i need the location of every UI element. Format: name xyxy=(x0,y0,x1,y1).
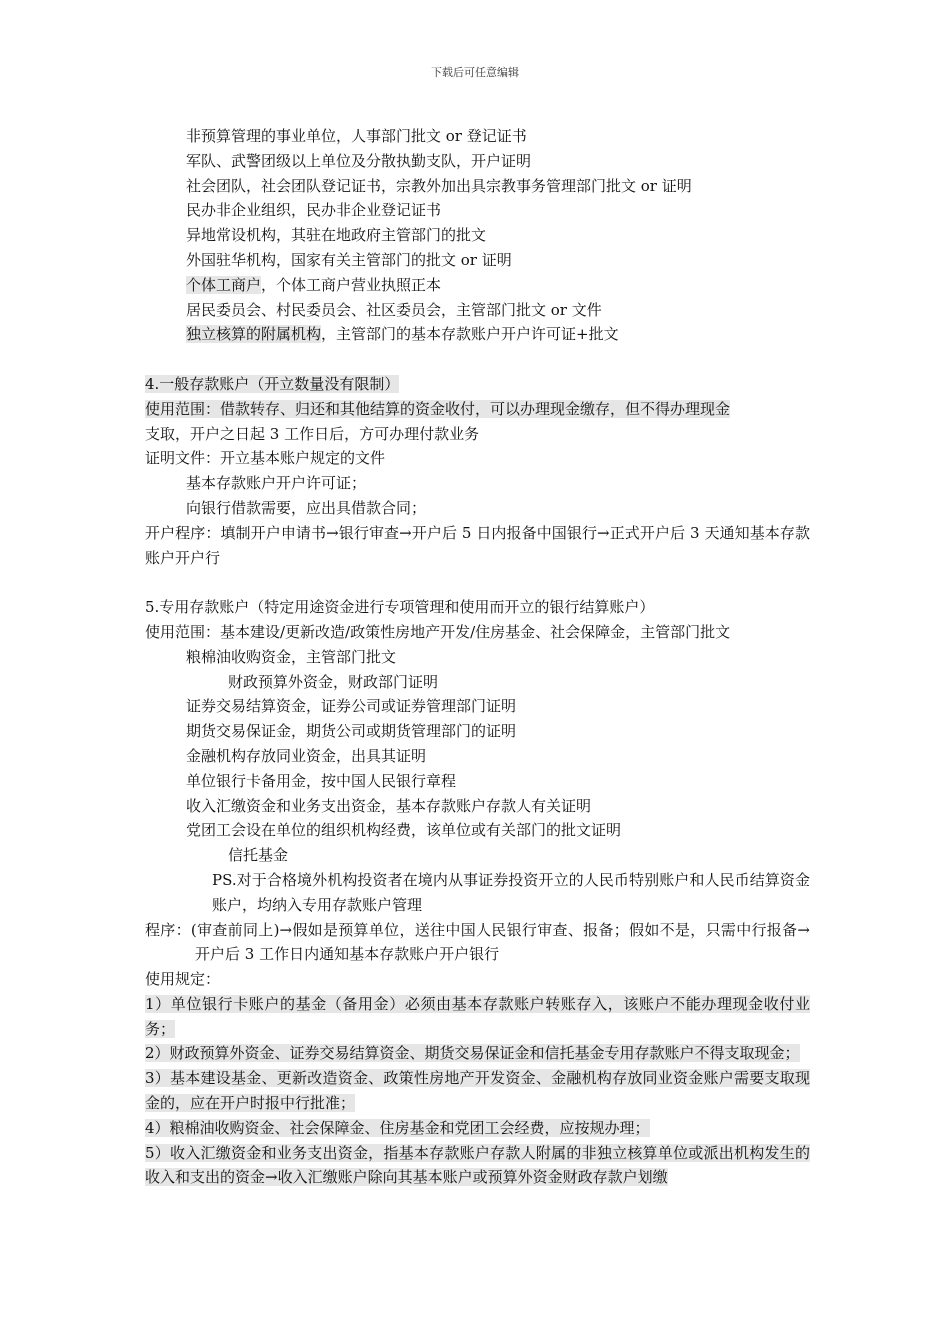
list-item: 党团工会设在单位的组织机构经费，该单位或有关部门的批文证明 xyxy=(186,821,622,840)
list-item: 信托基金 xyxy=(228,846,289,865)
section-4-title: 4.一般存款账户（开立数量没有限制） xyxy=(145,374,400,393)
list-item: 单位银行卡备用金，按中国人民银行章程 xyxy=(186,771,457,790)
list-item: 非预算管理的事业单位，人事部门批文 or 登记证书 xyxy=(186,127,527,145)
list-item-text: ，主管部门的基本存款账户开户许可证+批文 xyxy=(321,325,619,344)
section-5-scope: 使用范围：基本建设/更新改造/政策性房地产开发/住房基金、社会保障金，主管部门批文 xyxy=(145,622,731,641)
rule-item: 2）财政预算外资金、证券交易结算资金、期货交易保证金和信托基金专用存款账户不得支取现金； xyxy=(145,1044,800,1063)
list-item: 异地常设机构，其驻在地政府主管部门的批文 xyxy=(186,226,487,245)
list-item: 向银行借款需要，应出具借款合同； xyxy=(186,498,427,517)
list-item-text: ，个体工商户营业执照正本 xyxy=(261,275,442,294)
list-item: 证券交易结算资金，证券公司或证券管理部门证明 xyxy=(186,697,517,716)
list-item: 期货交易保证金，期货公司或期货管理部门的证明 xyxy=(186,722,517,741)
list-item: 粮棉油收购资金，主管部门批文 xyxy=(186,647,397,666)
list-item: 基本存款账户开户许可证； xyxy=(186,474,367,493)
list-item: 社会团队，社会团队登记证书，宗教外加出具宗教事务管理部门批文 or 证明 xyxy=(186,176,692,195)
rule-item: 4）粮棉油收购资金、社会保障金、住房基金和党团工会经费，应按规办理； xyxy=(145,1118,650,1137)
highlighted-text: 独立核算的附属机构 xyxy=(186,325,322,344)
spacer xyxy=(145,570,810,595)
page-header: 下载后可任意编辑 xyxy=(431,66,519,79)
document-body xyxy=(145,124,810,1190)
list-item: 财政预算外资金，财政部门证明 xyxy=(228,672,439,691)
rule-item: 1）单位银行卡账户的基金（备用金）必须由基本存款账户转账存入，该账户不能办理现金收付业务； xyxy=(145,994,810,1038)
section-5-procedure: 程序：(审查前同上)→假如是预算单位，送往中国人民银行审查、报备；假如不是，只需中行报备→开户后 3 工作日内通知基本存款账户开户银行 xyxy=(145,920,810,964)
list-item: 外国驻华机构，国家有关主管部门的批文 or 证明 xyxy=(186,250,512,269)
section-4-procedure: 开户程序：填制开户申请书→银行审查→开户后 5 日内报备中国银行→正式开户后 3 天通知基本存款账户开户行 xyxy=(145,523,810,567)
ps-note: PS.对于合格境外机构投资者在境内从事证券投资开立的人民币特别账户和人民币结算资金账户，均纳入专用存款账户管理 xyxy=(212,870,810,914)
rule-item: 5）收入汇缴资金和业务支出资金，指基本存款账户存款人附属的非独立核算单位或派出机构发生的收入和支出的资金→收入汇缴账户除向其基本账户或预算外资金财政存款户划缴 xyxy=(145,1143,810,1187)
list-item xyxy=(145,322,810,347)
section-5-title: 5.专用存款账户（特定用途资金进行专项管理和使用而开立的银行结算账户） xyxy=(145,598,655,617)
highlighted-text: 个体工商户 xyxy=(186,275,262,294)
rules-title: 使用规定： xyxy=(145,970,221,989)
spacer xyxy=(145,347,810,372)
rule-item: 3）基本建设基金、更新改造资金、政策性房地产开发资金、金融机构存放同业资金账户需要支取现金的，应在开户时报中行批准； xyxy=(145,1069,810,1113)
list-item xyxy=(145,273,810,298)
section-4-docs: 证明文件：开立基本账户规定的文件 xyxy=(145,449,386,468)
list-item: 民办非企业组织，民办非企业登记证书 xyxy=(186,201,442,220)
list-item: 金融机构存放同业资金，出具其证明 xyxy=(186,746,427,765)
section-4-scope-cont: 支取，开户之日起 3 工作日后，方可办理付款业务 xyxy=(145,424,480,443)
list-item: 收入汇缴资金和业务支出资金，基本存款账户存款人有关证明 xyxy=(186,796,592,815)
list-item: 居民委员会、村民委员会、社区委员会，主管部门批文 or 文件 xyxy=(186,300,602,319)
list-item: 军队、武警团级以上单位及分散执勤支队，开户证明 xyxy=(186,151,532,170)
section-4-scope: 使用范围：借款转存、归还和其他结算的资金收付，可以办理现金缴存，但不得办理现金 xyxy=(145,399,731,418)
